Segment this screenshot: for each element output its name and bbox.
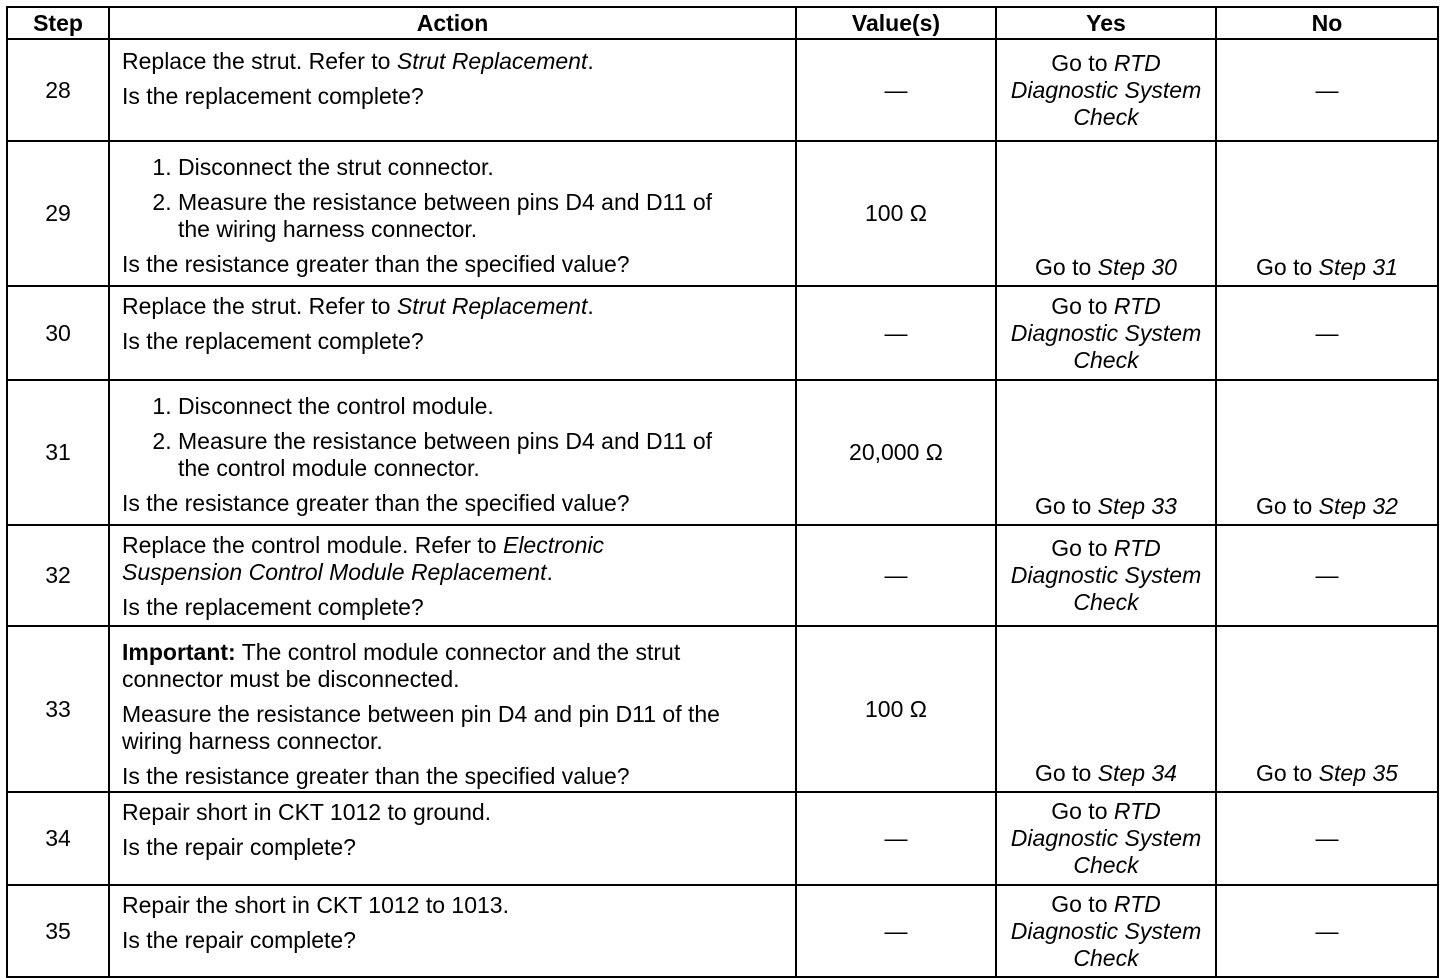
yes-cell: Go to RTD Diagnostic System Check (996, 39, 1216, 141)
action-cell (109, 525, 796, 626)
no-cell: — (1216, 286, 1438, 380)
action-text: Repair the short in CKT 1012 to 1013. (122, 892, 509, 918)
value-cell: 100 Ω (796, 626, 996, 792)
yes-cell: Go to Step 30 (996, 141, 1216, 286)
action-text: Replace the strut. Refer to Strut Replacement. (122, 48, 594, 74)
action-text: Replace the strut. Refer to Strut Replacement. (122, 293, 594, 319)
action-question: Is the replacement complete? (122, 83, 424, 109)
yes-cell: Go to RTD Diagnostic System Check (996, 286, 1216, 380)
step-number: 35 (7, 885, 109, 977)
step-number: 33 (7, 626, 109, 792)
action-steps-list (122, 154, 783, 243)
action-question: Is the replacement complete? (122, 594, 424, 620)
action-cell (109, 141, 796, 286)
action-cell (109, 885, 796, 977)
action-steps-list (122, 393, 783, 482)
no-cell: Go to Step 31 (1216, 141, 1438, 286)
action-cell (109, 626, 796, 792)
yes-cell: Go to RTD Diagnostic System Check (996, 792, 1216, 885)
action-cell (109, 39, 796, 141)
step-number: 28 (7, 39, 109, 141)
table-row (7, 885, 1438, 977)
important-note: Important: The control module connector and the strut connector must be disconnected. (122, 639, 681, 692)
no-cell: — (1216, 885, 1438, 977)
header-row (7, 7, 1438, 39)
action-question: Is the repair complete? (122, 927, 356, 953)
no-cell: — (1216, 525, 1438, 626)
table-row (7, 141, 1438, 286)
action-step: 2. Measure the resistance between pins D4 and D11 of the wiring harness connector. (178, 189, 783, 243)
step-number: 29 (7, 141, 109, 286)
header-no: No (1216, 7, 1438, 39)
action-step: 2. Measure the resistance between pins D4 and D11 of the control module connector. (178, 428, 783, 482)
action-text: Repair short in CKT 1012 to ground. (122, 799, 492, 825)
action-step: 1. Disconnect the control module. (178, 393, 783, 420)
no-cell: — (1216, 39, 1438, 141)
header-step: Step (7, 7, 109, 39)
action-question: Is the replacement complete? (122, 328, 424, 354)
header-action: Action (109, 7, 796, 39)
step-number: 30 (7, 286, 109, 380)
no-cell: Go to Step 32 (1216, 380, 1438, 525)
value-cell: — (796, 885, 996, 977)
yes-cell: Go to RTD Diagnostic System Check (996, 885, 1216, 977)
header-yes: Yes (996, 7, 1216, 39)
table-row (7, 39, 1438, 141)
table-row (7, 792, 1438, 885)
action-question: Is the repair complete? (122, 834, 356, 860)
action-question: Is the resistance greater than the specified value? (122, 763, 630, 789)
yes-cell: Go to Step 33 (996, 380, 1216, 525)
value-cell: — (796, 286, 996, 380)
action-question: Is the resistance greater than the specified value? (122, 490, 630, 516)
action-text: Measure the resistance between pin D4 and pin D11 of the wiring harness connector. (122, 701, 720, 754)
action-question: Is the resistance greater than the specified value? (122, 251, 630, 277)
yes-cell: Go to RTD Diagnostic System Check (996, 525, 1216, 626)
table-row (7, 626, 1438, 792)
table-row (7, 380, 1438, 525)
action-cell (109, 286, 796, 380)
table-row (7, 525, 1438, 626)
value-cell: 20,000 Ω (796, 380, 996, 525)
step-number: 34 (7, 792, 109, 885)
action-step: 1. Disconnect the strut connector. (178, 154, 783, 181)
table-row (7, 286, 1438, 380)
value-cell: 100 Ω (796, 141, 996, 286)
step-number: 31 (7, 380, 109, 525)
diagnostic-table (6, 6, 1439, 978)
value-cell: — (796, 39, 996, 141)
no-cell: Go to Step 35 (1216, 626, 1438, 792)
value-cell: — (796, 792, 996, 885)
yes-cell: Go to Step 34 (996, 626, 1216, 792)
header-values: Value(s) (796, 7, 996, 39)
step-number: 32 (7, 525, 109, 626)
action-cell (109, 380, 796, 525)
action-text: Replace the control module. Refer to Electronic Suspension Control Module Replacement. (122, 532, 604, 585)
action-cell (109, 792, 796, 885)
no-cell: — (1216, 792, 1438, 885)
value-cell: — (796, 525, 996, 626)
